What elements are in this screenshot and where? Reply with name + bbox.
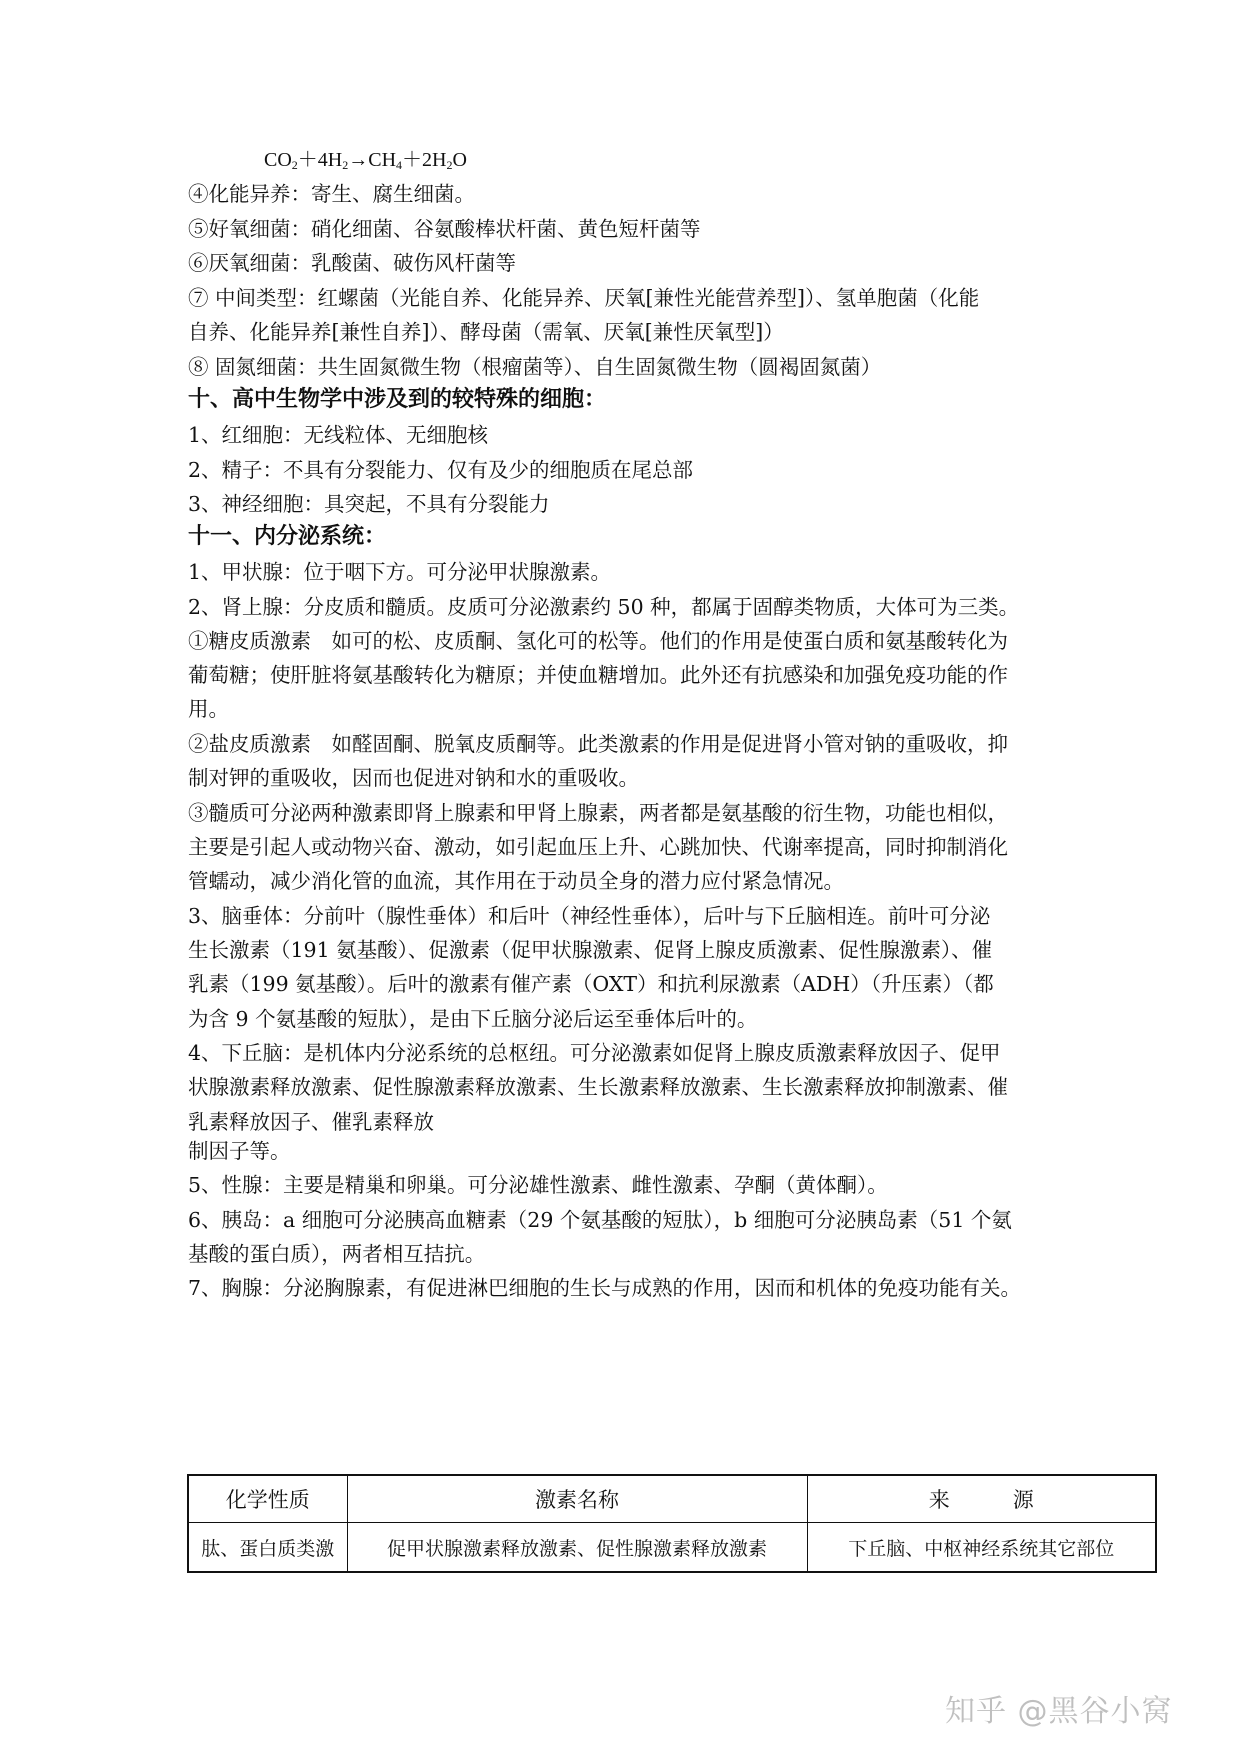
text-line: 为含 9 个氨基酸的短肽），是由下丘脑分泌后运至垂体后叶的。 bbox=[188, 1007, 758, 1031]
text-line: 1、甲状腺：位于咽下方。可分泌甲状腺激素。 bbox=[188, 560, 612, 584]
text-line: 制因子等。 bbox=[188, 1139, 291, 1163]
section-heading: 十、高中生物学中涉及到的较特殊的细胞： bbox=[188, 387, 607, 412]
text-line: ②盐皮质激素 如醛固酮、脱氧皮质酮等。此类激素的作用是促进肾小管对钠的重吸收，抑 bbox=[188, 732, 1008, 756]
table-row bbox=[188, 1523, 1156, 1573]
text-line: 7、胸腺：分泌胸腺素，有促进淋巴细胞的生长与成熟的作用，因而和机体的免疫功能有关。 bbox=[188, 1276, 1022, 1300]
text-line: 3、神经细胞：具突起，不具有分裂能力 bbox=[188, 492, 550, 516]
text-line: 自养、化能异养[兼性自养]）、酵母菌（需氧、厌氧[兼性厌氧型]） bbox=[188, 320, 784, 344]
text-line: 生长激素（191 氨基酸）、促激素（促甲状腺激素、促肾上腺皮质激素、促性腺激素）、催 bbox=[188, 938, 993, 962]
watermark: 知乎 @黑谷小窝 bbox=[945, 1694, 1173, 1729]
text-line: 基酸的蛋白质），两者相互拮抗。 bbox=[188, 1242, 486, 1266]
text-line: ①糖皮质激素 如可的松、皮质酮、氢化可的松等。他们的作用是使蛋白质和氨基酸转化为 bbox=[188, 629, 1008, 653]
text-line: 管蠕动，减少消化管的血流，其作用在于动员全身的潜力应付紧急情况。 bbox=[188, 869, 844, 893]
text-line: 状腺激素释放激素、促性腺激素释放激素、生长激素释放激素、生长激素释放抑制激素、催 bbox=[188, 1075, 1008, 1099]
text-line: 5、性腺：主要是精巢和卵巢。可分泌雄性激素、雌性激素、孕酮（黄体酮）。 bbox=[188, 1173, 888, 1197]
text-line: ⑦ 中间类型：红螺菌（光能自养、化能异养、厌氧[兼性光能营养型]）、氢单胞菌（化能 bbox=[188, 286, 980, 310]
text-line: 6、胰岛：a 细胞可分泌胰高血糖素（29 个氨基酸的短肽），b 细胞可分泌胰岛素（51 个氨 bbox=[188, 1208, 1012, 1232]
text-line: 2、肾上腺：分皮质和髓质。皮质可分泌激素约 50 种，都属于固醇类物质，大体可为三类。 bbox=[188, 595, 1020, 619]
text-line: 3、脑垂体：分前叶（腺性垂体）和后叶（神经性垂体），后叶与下丘脑相连。前叶可分泌 bbox=[188, 904, 991, 928]
text-line: 主要是引起人或动物兴奋、激动，如引起血压上升、心跳加快、代谢率提高，同时抑制消化 bbox=[188, 835, 1008, 859]
text-line: 4、下丘脑：是机体内分泌系统的总枢纽。可分泌激素如促肾上腺皮质激素释放因子、促甲 bbox=[188, 1041, 1001, 1065]
text-line: 1、红细胞：无线粒体、无细胞核 bbox=[188, 423, 489, 447]
table-header-cell: 激素名称 bbox=[347, 1475, 807, 1523]
text-line: ⑧ 固氮细菌：共生固氮微生物（根瘤菌等）、自生固氮微生物（圆褐固氮菌） bbox=[188, 355, 882, 379]
table-cell: 下丘脑、中枢神经系统其它部位 bbox=[807, 1523, 1156, 1573]
text-line: 乳素（199 氨基酸）。后叶的激素有催产素（OXT）和抗利尿激素（ADH）（升压素）（都 bbox=[188, 972, 994, 996]
text-line: 乳素释放因子、催乳素释放 bbox=[188, 1110, 434, 1134]
text-line: 用。 bbox=[188, 697, 229, 721]
table-header-cell: 来 源 bbox=[807, 1475, 1156, 1523]
section-heading: 十一、内分泌系统： bbox=[188, 524, 387, 549]
text-line: ③髓质可分泌两种激素即肾上腺素和甲肾上腺素，两者都是氨基酸的衍生物，功能也相似， bbox=[188, 801, 1008, 825]
table-header-row bbox=[188, 1475, 1156, 1523]
table-header-cell: 化学性质 bbox=[188, 1475, 347, 1523]
text-line: ⑥厌氧细菌：乳酸菌、破伤风杆菌等 bbox=[188, 251, 516, 275]
text-line: 2、精子：不具有分裂能力、仅有及少的细胞质在尾总部 bbox=[188, 458, 694, 482]
text-line: ④化能异养：寄生、腐生细菌。 bbox=[188, 182, 475, 206]
text-line: ⑤好氧细菌：硝化细菌、谷氨酸棒状杆菌、黄色短杆菌等 bbox=[188, 217, 701, 241]
table-cell: 促甲状腺激素释放激素、促性腺激素释放激素 bbox=[347, 1523, 807, 1573]
text-line: 制对钾的重吸收，因而也促进对钠和水的重吸收。 bbox=[188, 766, 639, 790]
table-cell: 肽、蛋白质类激 bbox=[188, 1523, 347, 1573]
hormone-table bbox=[187, 1474, 1157, 1573]
text-line: 葡萄糖；使肝脏将氨基酸转化为糖原；并使血糖增加。此外还有抗感染和加强免疫功能的作 bbox=[188, 663, 1008, 687]
chemical-equation: $CO_2+4H_2\to CH_4+2H_2O$ bbox=[264, 149, 467, 172]
